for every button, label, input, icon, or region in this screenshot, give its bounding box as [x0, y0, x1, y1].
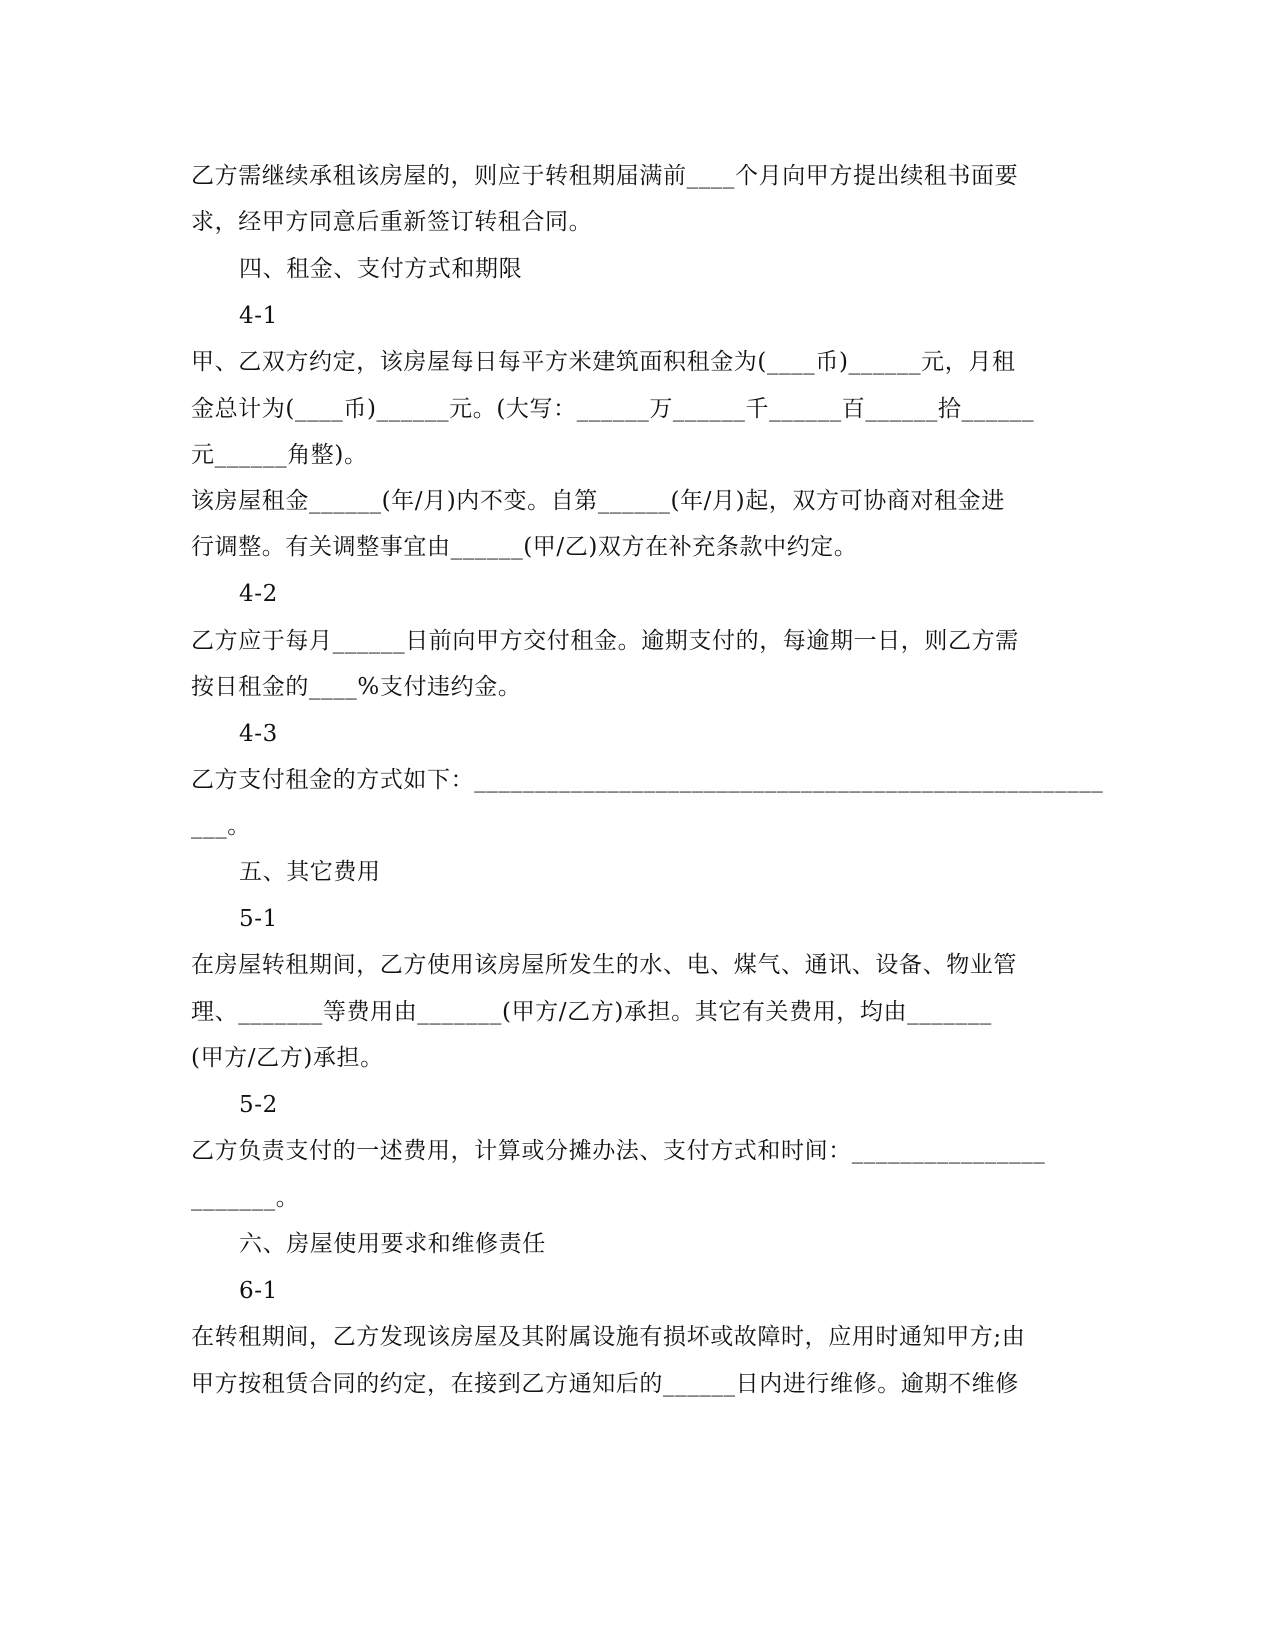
paragraph-line: ___。 [191, 813, 251, 839]
paragraph-line: (甲方/乙方)承担。 [191, 1045, 384, 1071]
clause-number: 5-2 [239, 1092, 278, 1118]
paragraph-line: 乙方需继续承租该房屋的，则应于转租期届满前____个月向甲方提出续租书面要 [191, 163, 1019, 189]
paragraph-line: 求，经甲方同意后重新签订转租合同。 [191, 209, 593, 235]
paragraph-line: _______。 [191, 1185, 300, 1211]
paragraph-line: 元______角整)。 [191, 442, 368, 468]
section-heading: 六、房屋使用要求和维修责任 [239, 1231, 546, 1257]
paragraph-line: 按日租金的____%支付违约金。 [191, 674, 522, 700]
paragraph-line: 乙方应于每月______日前向甲方交付租金。逾期支付的，每逾期一日，则乙方需 [191, 628, 1019, 654]
clause-number: 5-1 [239, 906, 278, 932]
section-heading: 四、租金、支付方式和期限 [239, 256, 523, 282]
section-heading: 五、其它费用 [239, 859, 381, 885]
paragraph-line: 在转租期间，乙方发现该房屋及其附属设施有损坏或故障时，应用时通知甲方;由 [191, 1324, 1026, 1350]
paragraph-line: 在房屋转租期间，乙方使用该房屋所发生的水、电、煤气、通讯、设备、物业管 [191, 952, 1017, 978]
clause-number: 4-2 [239, 581, 278, 607]
clause-number: 6-1 [239, 1278, 278, 1304]
paragraph-line: 乙方负责支付的一述费用，计算或分摊办法、支付方式和时间：________________ [191, 1138, 1046, 1164]
paragraph-line: 金总计为(____币)______元。(大写：______万______千______百______拾______ [191, 396, 1035, 422]
paragraph-line: 理、_______等费用由_______(甲方/乙方)承担。其它有关费用，均由_______ [191, 999, 992, 1025]
clause-number: 4-3 [239, 721, 278, 747]
clause-number: 4-1 [239, 303, 278, 329]
paragraph-line: 甲、乙双方约定，该房屋每日每平方米建筑面积租金为(____币)______元，月租 [191, 349, 1016, 375]
paragraph-line: 甲方按租赁合同的约定，在接到乙方通知后的______日内进行维修。逾期不维修 [191, 1371, 1019, 1397]
paragraph-line: 行调整。有关调整事宜由______(甲/乙)双方在补充条款中约定。 [191, 534, 858, 560]
paragraph-line: 乙方支付租金的方式如下：____________________________________________________ [191, 767, 1104, 793]
paragraph-line: 该房屋租金______(年/月)内不变。自第______(年/月)起，双方可协商对租金进 [191, 488, 1005, 514]
